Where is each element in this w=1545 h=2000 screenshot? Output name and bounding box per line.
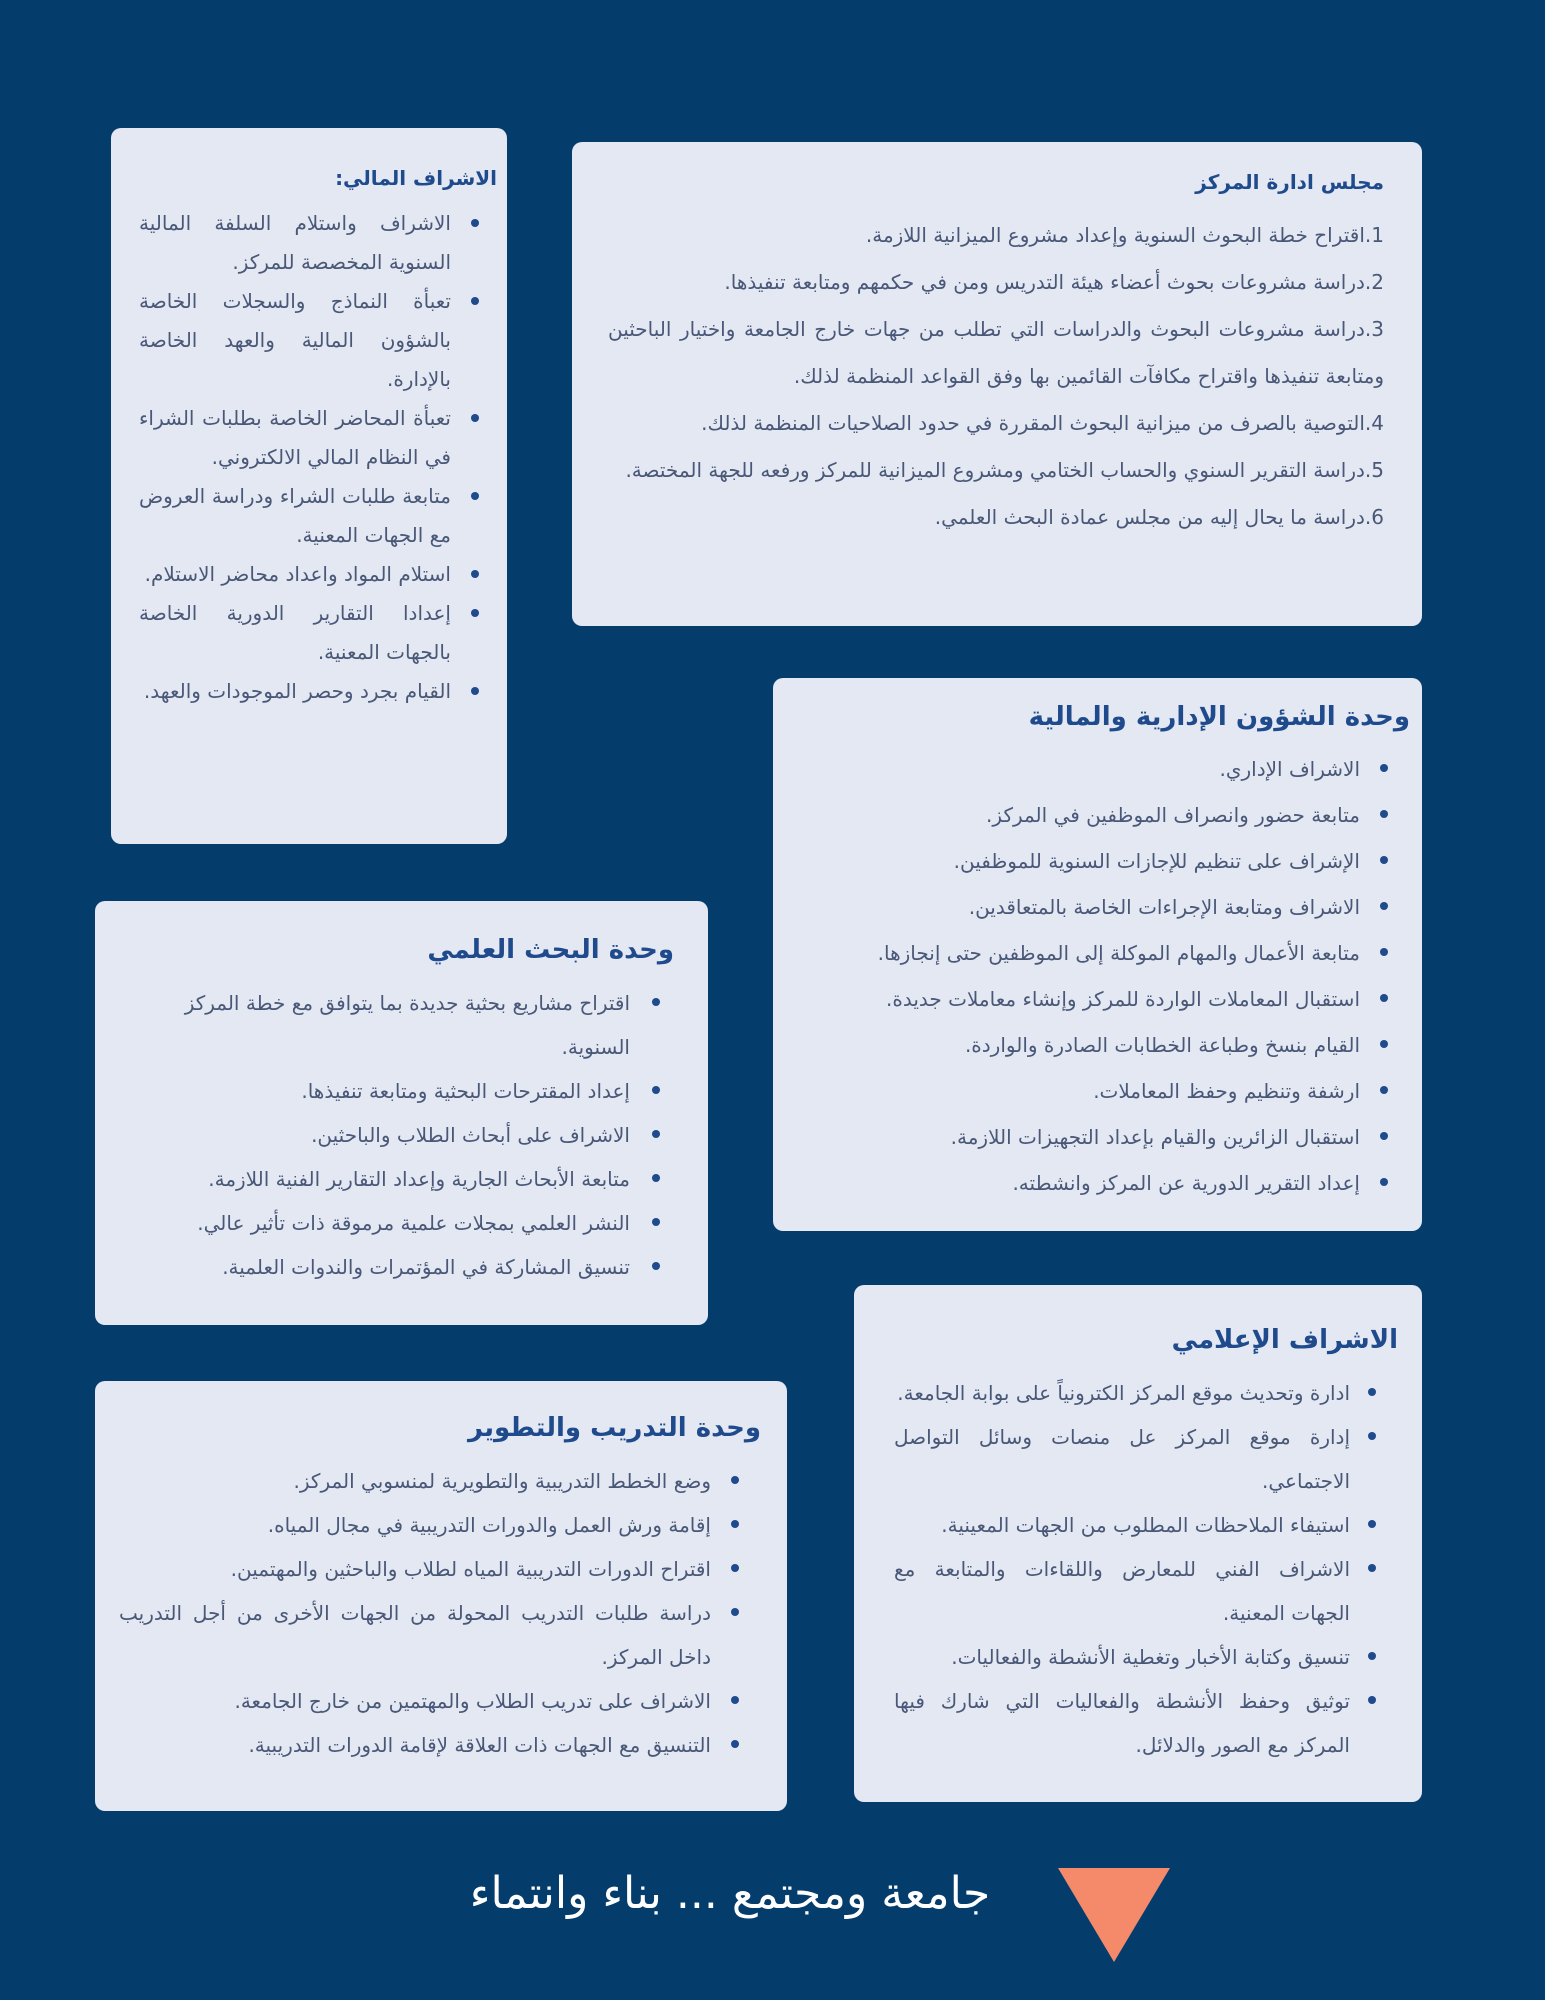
research-card <box>95 901 708 1325</box>
admin-title: وحدة الشؤون الإدارية والمالية <box>1028 702 1410 732</box>
board-list <box>608 212 1384 541</box>
media-card <box>854 1285 1422 1802</box>
list-item: استقبال المعاملات الواردة للمركز وإنشاء معاملات جديدة. <box>813 976 1410 1022</box>
training-title: وحدة التدريب والتطوير <box>468 1413 761 1443</box>
footer-slogan: جامعة ومجتمع ... بناء وانتماء <box>469 1868 991 1919</box>
list-item: وضع الخطط التدريبية والتطويرية لمنسوبي المركز. <box>119 1459 761 1503</box>
finance-list <box>139 204 497 711</box>
list-item: 4.التوصية بالصرف من ميزانية البحوث المقررة في حدود الصلاحيات المنظمة لذلك. <box>701 411 1384 435</box>
board-card <box>572 142 1422 626</box>
list-item: 2.دراسة مشروعات بحوث أعضاء هيئة التدريس ومن في حكمهم ومتابعة تنفيذها. <box>724 270 1384 294</box>
list-item: استلام المواد واعداد محاضر الاستلام. <box>139 555 497 594</box>
list-item: متابعة الأبحاث الجارية وإعداد التقارير الفنية اللازمة. <box>129 1157 674 1201</box>
media-title: الاشراف الإعلامي <box>1171 1325 1398 1355</box>
list-item: تنسيق المشاركة في المؤتمرات والندوات العلمية. <box>129 1245 674 1289</box>
list-item: إقامة ورش العمل والدورات التدريبية في مجال المياه. <box>119 1503 761 1547</box>
list-item: اقتراح الدورات التدريبية المياه لطلاب والباحثين والمهتمين. <box>119 1547 761 1591</box>
list-item: النشر العلمي بمجلات علمية مرموقة ذات تأثير عالي. <box>129 1201 674 1245</box>
list-item: الاشراف الفني للمعارض واللقاءات والمتابعة مع الجهات المعنية. <box>894 1547 1398 1635</box>
list-item: تعبأة المحاضر الخاصة بطلبات الشراء في النظام المالي الالكتروني. <box>139 399 497 477</box>
list-item: تنسيق وكتابة الأخبار وتغطية الأنشطة والفعاليات. <box>894 1635 1398 1679</box>
research-title: وحدة البحث العلمي <box>427 935 674 965</box>
finance-title: الاشراف المالي: <box>335 166 497 190</box>
list-item: ارشفة وتنظيم وحفظ المعاملات. <box>813 1068 1410 1114</box>
list-item: استيفاء الملاحظات المطلوب من الجهات المعينية. <box>894 1503 1398 1547</box>
admin-list <box>813 746 1410 1206</box>
list-item: إدارة موقع المركز عل منصات وسائل التواصل الاجتماعي. <box>894 1415 1398 1503</box>
list-item: 6.دراسة ما يحال إليه من مجلس عمادة البحث العلمي. <box>934 505 1384 529</box>
media-list <box>894 1371 1398 1767</box>
list-item: 5.دراسة التقرير السنوي والحساب الختامي ومشروع الميزانية للمركز ورفعه للجهة المختصة. <box>625 458 1384 482</box>
list-item: الاشراف واستلام السلفة المالية السنوية المخصصة للمركز. <box>139 204 497 282</box>
list-item: الاشراف الإداري. <box>813 746 1410 792</box>
admin-card <box>773 678 1422 1231</box>
list-item: متابعة الأعمال والمهام الموكلة إلى الموظفين حتى إنجازها. <box>813 930 1410 976</box>
training-list <box>119 1459 761 1767</box>
list-item: 1.اقتراح خطة البحوث السنوية وإعداد مشروع الميزانية اللازمة. <box>865 223 1384 247</box>
list-item: متابعة طلبات الشراء ودراسة العروض مع الجهات المعنية. <box>139 477 497 555</box>
research-list <box>129 981 674 1289</box>
list-item: الاشراف ومتابعة الإجراءات الخاصة بالمتعاقدين. <box>813 884 1410 930</box>
list-item: ادارة وتحديث موقع المركز الكترونياً على بوابة الجامعة. <box>894 1371 1398 1415</box>
list-item: القيام بنسخ وطباعة الخطابات الصادرة والواردة. <box>813 1022 1410 1068</box>
finance-card <box>111 128 507 844</box>
list-item: إعداد المقترحات البحثية ومتابعة تنفيذها. <box>129 1069 674 1113</box>
list-item: استقبال الزائرين والقيام بإعداد التجهيزات اللازمة. <box>813 1114 1410 1160</box>
list-item: الاشراف على أبحاث الطلاب والباحثين. <box>129 1113 674 1157</box>
list-item: إعداد التقرير الدورية عن المركز وانشطته. <box>813 1160 1410 1206</box>
list-item: التنسيق مع الجهات ذات العلاقة لإقامة الدورات التدريبية. <box>119 1723 761 1767</box>
board-title: مجلس ادارة المركز <box>1195 170 1384 194</box>
training-card <box>95 1381 787 1811</box>
list-item: إعدادا التقارير الدورية الخاصة بالجهات المعنية. <box>139 594 497 672</box>
list-item: توثيق وحفظ الأنشطة والفعاليات التي شارك فيها المركز مع الصور والدلائل. <box>894 1679 1398 1767</box>
triangle-down-icon <box>1058 1868 1170 1962</box>
list-item: اقتراح مشاريع بحثية جديدة بما يتوافق مع خطة المركز السنوية. <box>129 981 674 1069</box>
list-item: الإشراف على تنظيم للإجازات السنوية للموظفين. <box>813 838 1410 884</box>
list-item: تعبأة النماذج والسجلات الخاصة بالشؤون المالية والعهد الخاصة بالإدارة. <box>139 282 497 399</box>
list-item: 3.دراسة مشروعات البحوث والدراسات التي تطلب من جهات خارج الجامعة واختيار الباحثين ومتابعة تنفيذها واقتراح مكافآت القائمين بها وفق القواعد المنظمة لذلك. <box>608 317 1384 388</box>
list-item: متابعة حضور وانصراف الموظفين في المركز. <box>813 792 1410 838</box>
list-item: دراسة طلبات التدريب المحولة من الجهات الأخرى من أجل التدريب داخل المركز. <box>119 1591 761 1679</box>
list-item: القيام بجرد وحصر الموجودات والعهد. <box>139 672 497 711</box>
list-item: الاشراف على تدريب الطلاب والمهتمين من خارج الجامعة. <box>119 1679 761 1723</box>
